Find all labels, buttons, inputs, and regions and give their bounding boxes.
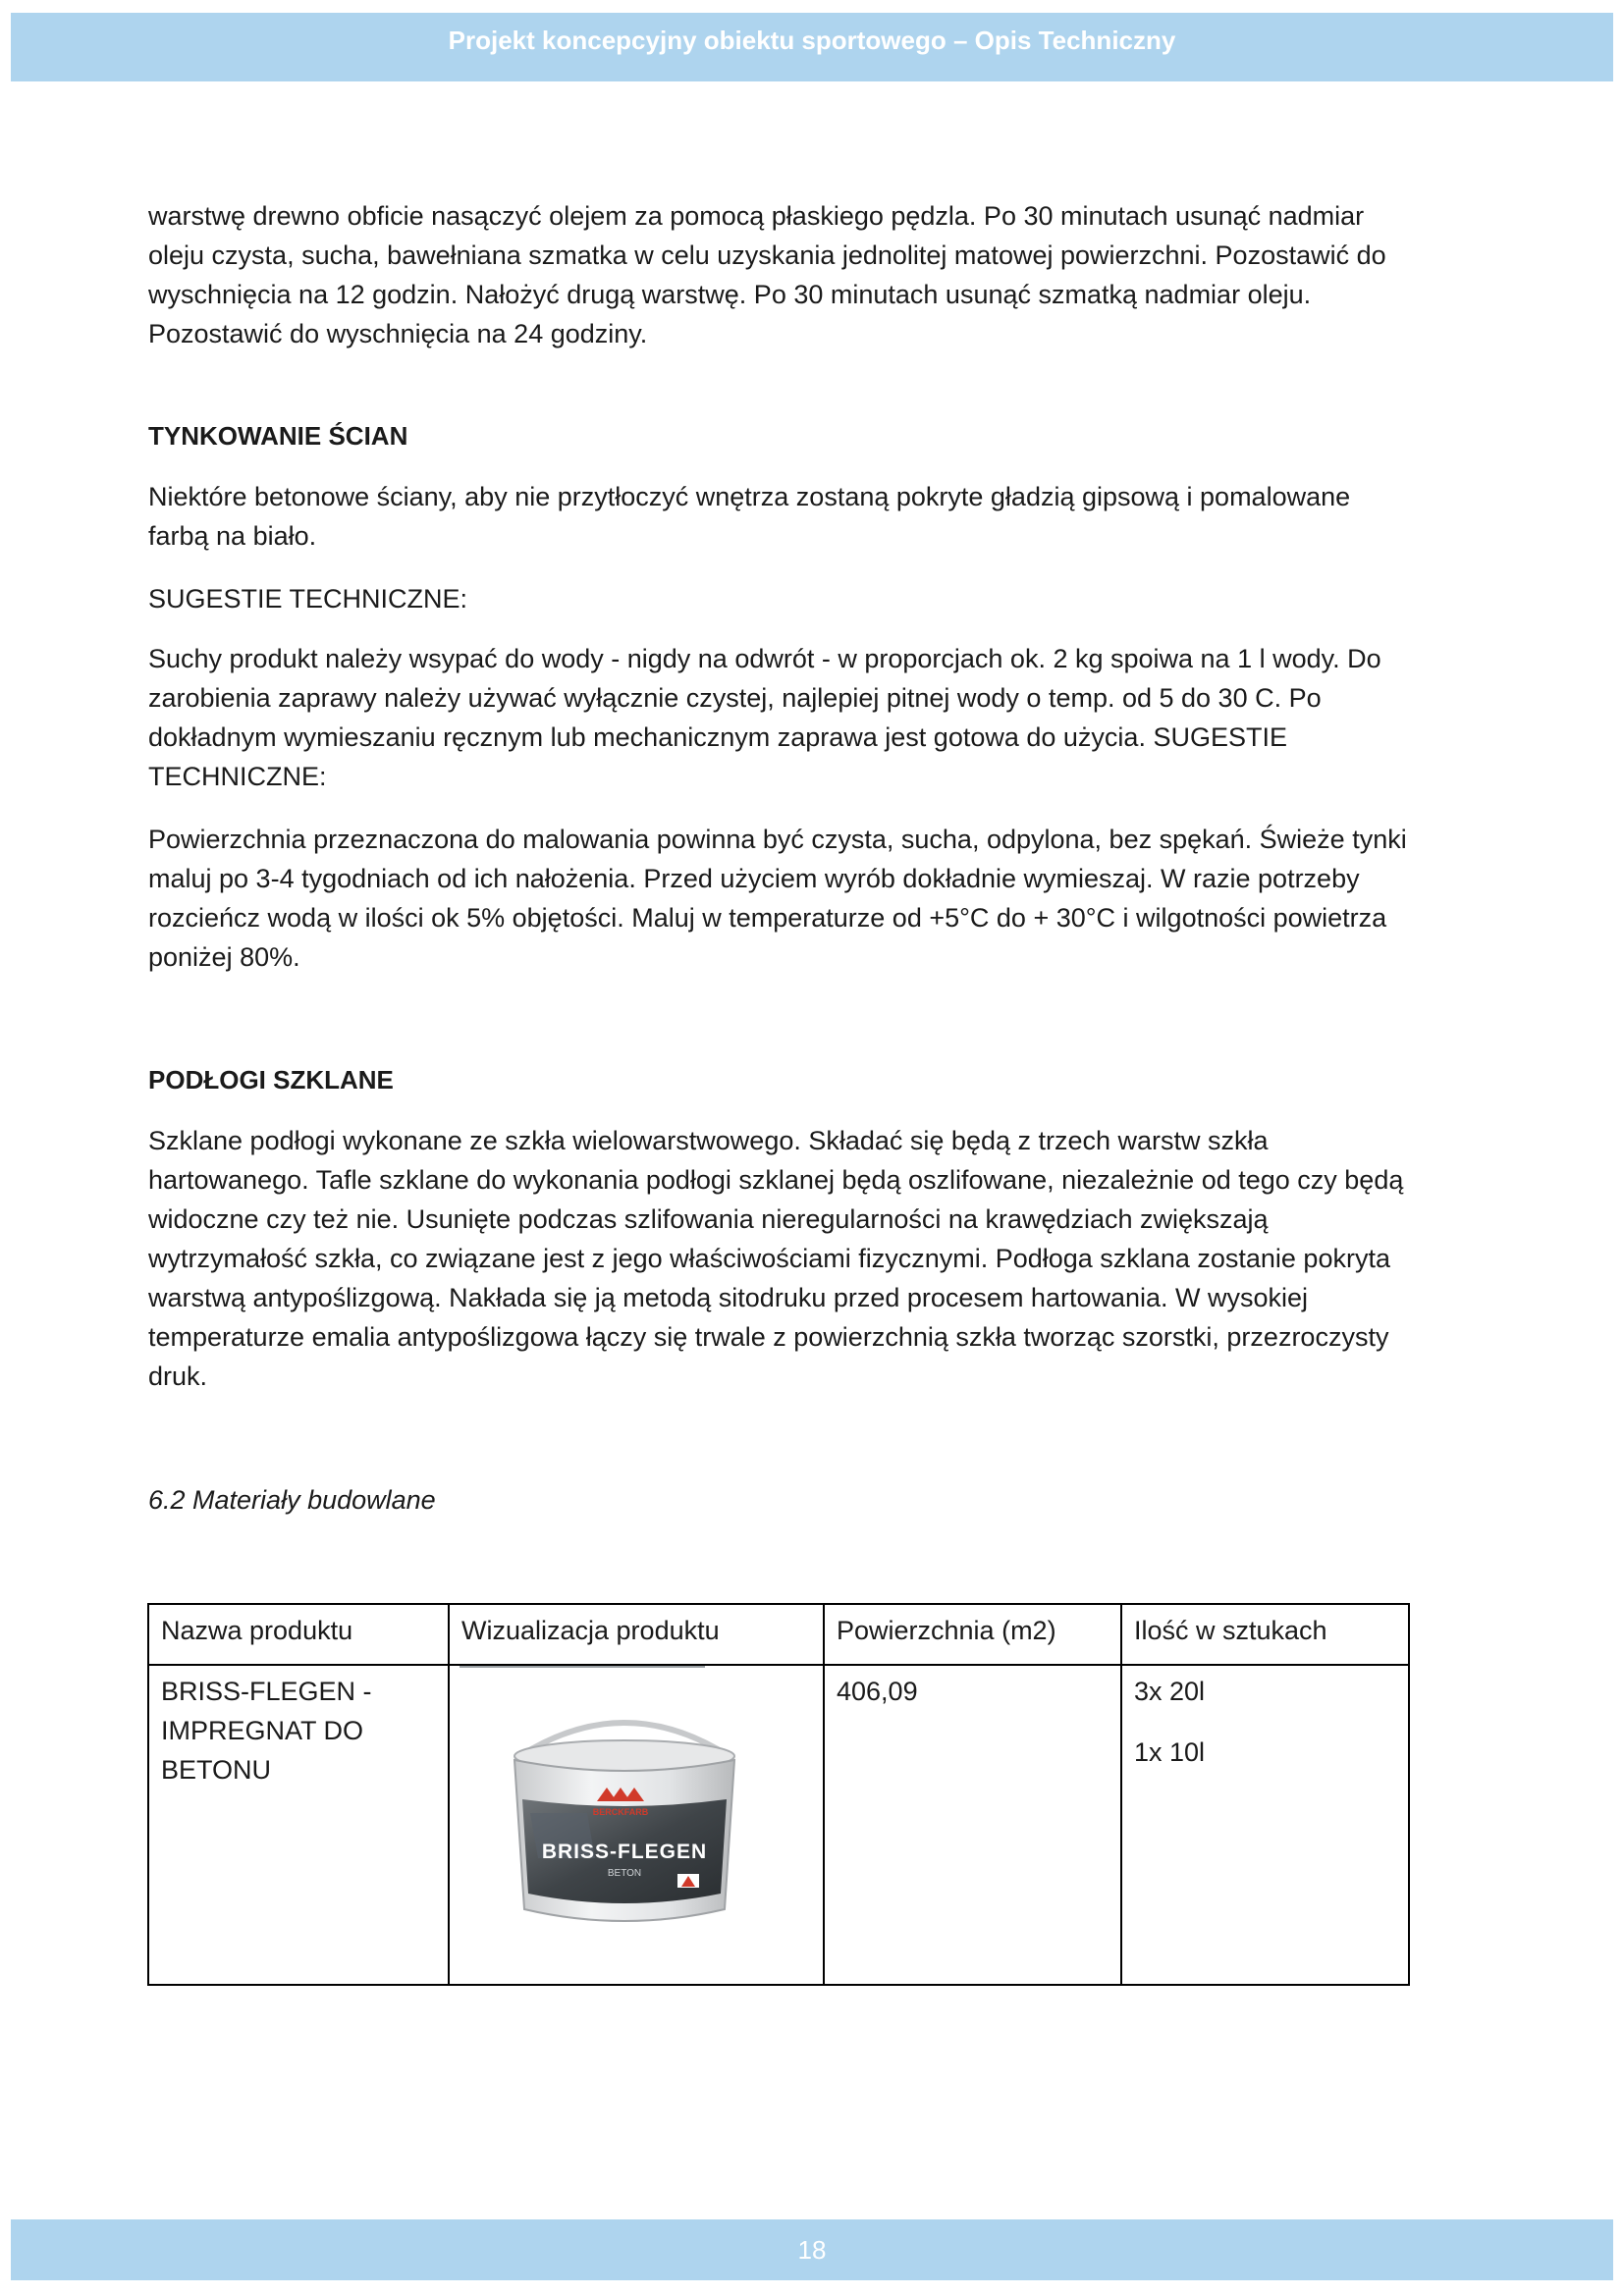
col-header-qty: Ilość w sztukach	[1121, 1604, 1409, 1665]
product-name-line: IMPREGNAT DO	[161, 1716, 364, 1745]
header-title: Projekt koncepcyjny obiektu sportowego – Opis Techniczny	[448, 26, 1176, 55]
svg-text:BERCKFARB: BERCKFARB	[592, 1807, 649, 1817]
text-line: Suchy produkt należy wsypać do wody - nigdy na odwrót - w proporcjach ok. 2 kg spoiwa na 1 l wody. Do	[148, 644, 1381, 673]
text-line: zarobienia zaprawy należy używać wyłącznie czystej, najlepiej pitnej wody o temp. od 5 do 30 C. Po	[148, 683, 1322, 713]
cell-area: 406,09	[824, 1665, 1121, 1985]
tynkowanie-section	[148, 416, 1469, 455]
materials-table	[147, 1603, 1410, 1986]
text-line: hartowanego. Tafle szklane do wykonania podłogi szklanej będą oszlifowane, niezależnie od tego czy będą	[148, 1165, 1404, 1195]
text-line: poniżej 80%.	[148, 942, 300, 972]
col-header-name: Nazwa produktu	[148, 1604, 449, 1665]
podlogi-paragraph	[148, 1121, 1469, 1396]
text-line: farbą na biało.	[148, 521, 317, 551]
section-heading: TYNKOWANIE ŚCIAN	[148, 421, 408, 451]
section-heading: PODŁOGI SZKLANE	[148, 1065, 394, 1095]
subsection-title	[148, 1480, 1469, 1520]
table-row	[148, 1665, 1409, 1985]
bucket-product-sub: BETON	[607, 1868, 642, 1879]
bucket-product-label: BRISS-FLEGEN	[541, 1841, 708, 1863]
cell-quantity	[1121, 1665, 1409, 1985]
text-line: Niektóre betonowe ściany, aby nie przytłoczyć wnętrza zostaną pokryte gładzią gipsową i pomalowane	[148, 482, 1351, 511]
text-line: TECHNICZNE:	[148, 762, 327, 791]
text-line: rozcieńcz wodą w ilości ok 5% objętości. Maluj w temperaturze od +5°C do + 30°C i wilgotności powietrza	[148, 903, 1387, 933]
col-header-visual: Wizualizacja produktu	[449, 1604, 824, 1665]
sugestie-label	[148, 579, 1469, 618]
text-line: druk.	[148, 1362, 208, 1391]
text-line: maluj po 3-4 tygodniach od ich nałożenia. Przed użyciem wyrób dokładnie wymieszaj. W razie potrzeby	[148, 864, 1360, 893]
text-line: dokładnym wymieszaniu ręcznym lub mechanicznym zaprawa jest gotowa do użycia. SUGESTIE	[148, 722, 1287, 752]
footer-band	[11, 2219, 1613, 2280]
label-text: SUGESTIE TECHNICZNE:	[148, 584, 468, 614]
text-line: widoczne czy też nie. Usunięte podczas szlifowania nieregularności na krawędziach zwiększają	[148, 1204, 1269, 1234]
tynkowanie-para2	[148, 820, 1469, 977]
intro-paragraph	[148, 196, 1469, 353]
intro-line: Pozostawić do wyschnięcia na 24 godziny.	[148, 319, 648, 348]
page-number: 18	[797, 2235, 827, 2265]
product-name-line: BRISS-FLEGEN -	[161, 1677, 372, 1706]
text-line: wytrzymałość szkła, co związane jest z jego właściwościami fizycznymi. Podłoga szklana zostanie pokryta	[148, 1244, 1390, 1273]
header-band	[11, 13, 1613, 81]
intro-line: oleju czysta, sucha, bawełniana szmatka w celu uzyskania jednolitej matowej powierzchni. Pozostawić do	[148, 240, 1386, 270]
text-line: warstwą antypoślizgową. Nakłada się ją metodą sitodruku przed procesem hartowania. W wysokiej	[148, 1283, 1309, 1312]
subsection-title-text: 6.2 Materiały budowlane	[148, 1485, 436, 1515]
quantity-line: 3x 20l	[1134, 1677, 1206, 1706]
quantity-line: 1x 10l	[1134, 1737, 1206, 1767]
text-line: Szklane podłogi wykonane ze szkła wielowarstwowego. Składać się będą z trzech warstw szkła	[148, 1126, 1269, 1155]
col-header-area: Powierzchnia (m2)	[824, 1604, 1121, 1665]
text-line: Powierzchnia przeznaczona do malowania powinna być czysta, sucha, odpylona, bez spękań. Świeże tynki	[148, 825, 1407, 854]
product-name-line: BETONU	[161, 1755, 272, 1785]
intro-line: wyschnięcia na 12 godzin. Nałożyć drugą warstwę. Po 30 minutach usunąć szmatką nadmiar oleju.	[148, 280, 1312, 309]
tynkowanie-intro	[148, 477, 1469, 556]
tynkowanie-para1	[148, 639, 1469, 796]
cell-product-name	[148, 1665, 449, 1985]
podlogi-section	[148, 1060, 1469, 1099]
text-line: temperaturze emalia antypoślizgowa łączy się trwale z powierzchnią szkła tworząc szorstki, przezroczysty	[148, 1322, 1389, 1352]
table-header-row	[148, 1604, 1409, 1665]
product-bucket-image	[450, 1666, 799, 1972]
intro-line: warstwę drewno obficie nasączyć olejem za pomocą płaskiego pędzla. Po 30 minutach usunąć nadmiar	[148, 201, 1365, 231]
cell-product-visual	[449, 1665, 824, 1985]
